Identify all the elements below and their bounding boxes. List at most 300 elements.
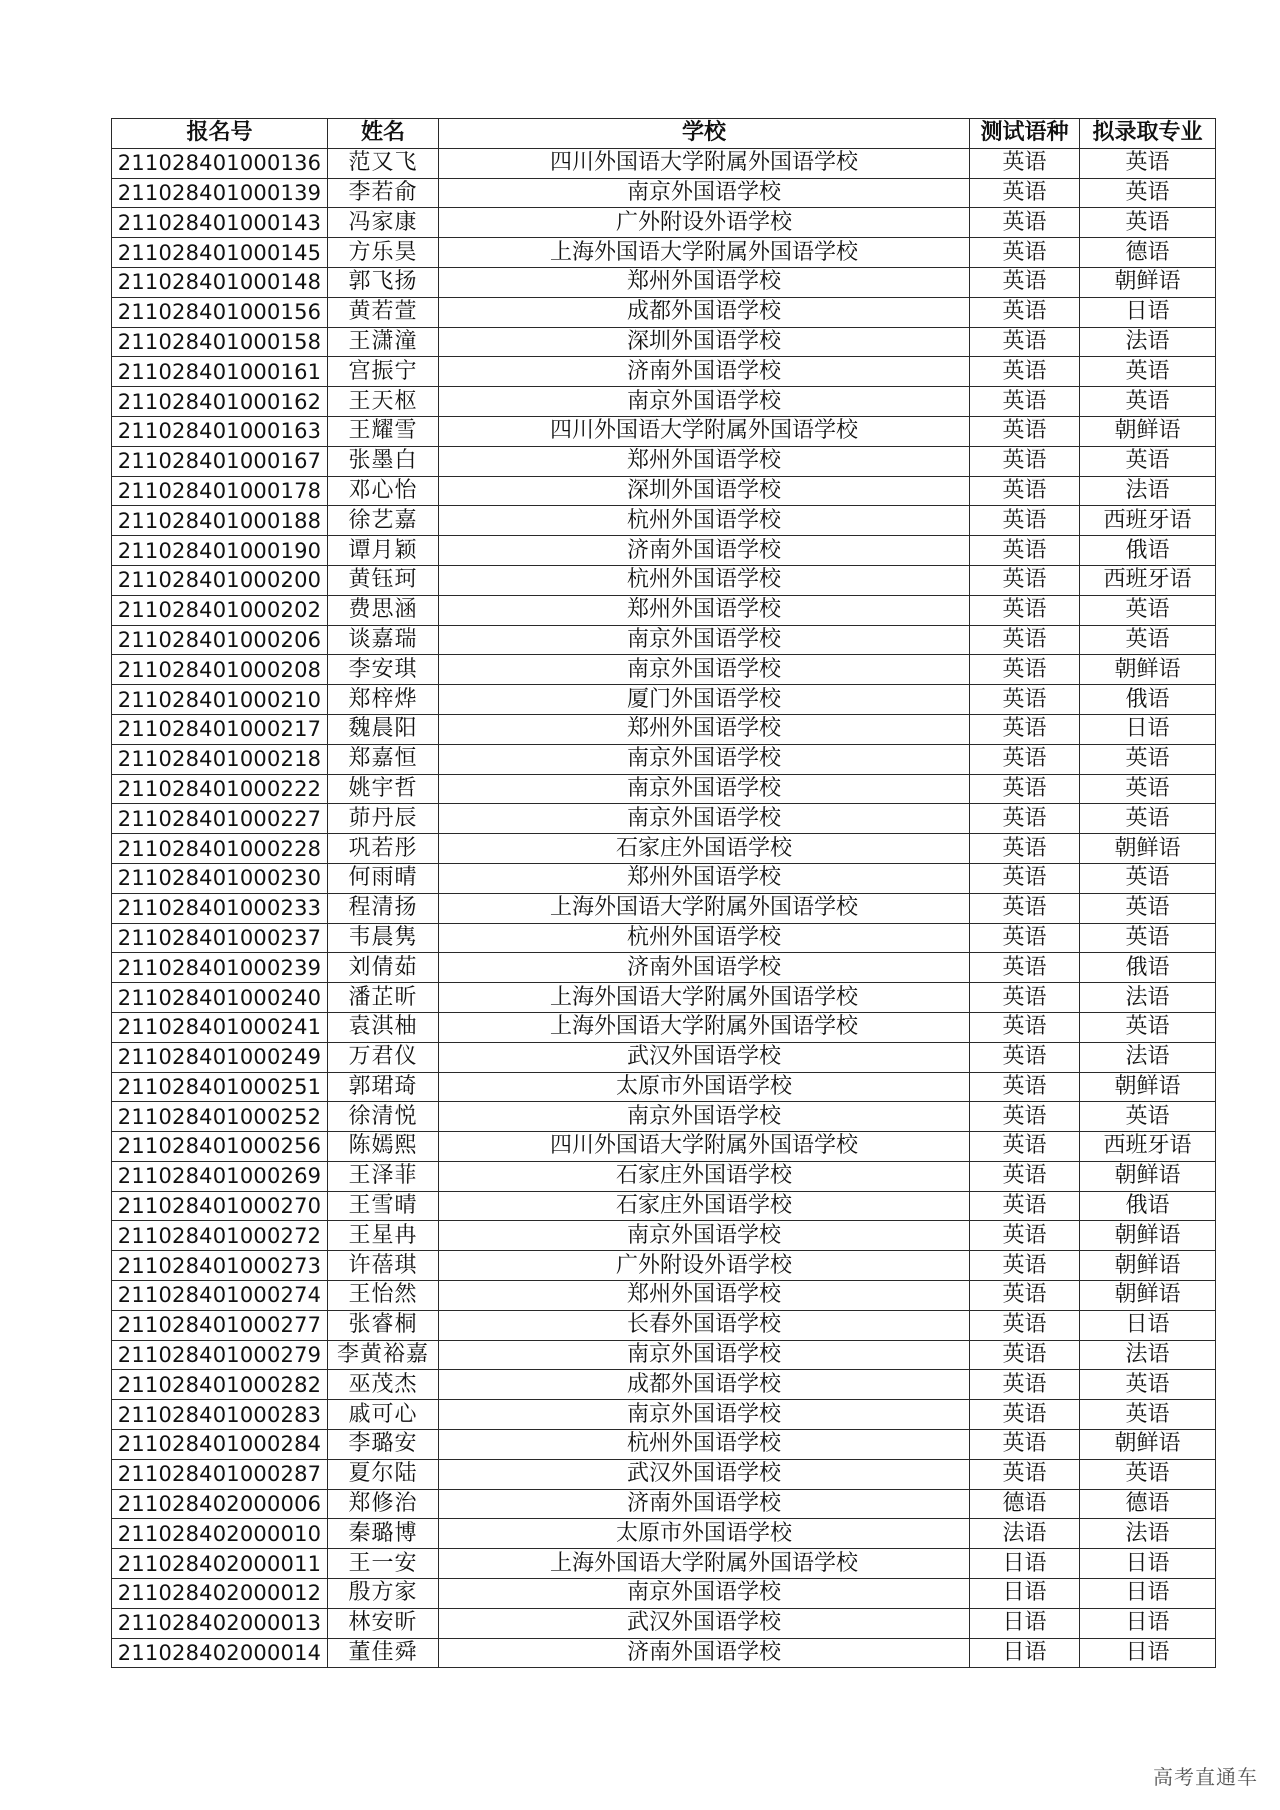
cell-name: 王天枢 (328, 387, 439, 417)
cell-proposed-major: 英语 (1080, 863, 1216, 893)
cell-proposed-major: 朝鲜语 (1080, 1430, 1216, 1460)
cell-registration-number: 211028401000251 (112, 1072, 328, 1102)
cell-registration-number: 211028401000217 (112, 714, 328, 744)
cell-proposed-major: 德语 (1080, 238, 1216, 268)
cell-proposed-major: 英语 (1080, 357, 1216, 387)
table-row (112, 834, 1216, 864)
cell-registration-number: 211028401000162 (112, 387, 328, 417)
cell-name: 王雪晴 (328, 1191, 439, 1221)
cell-registration-number: 211028401000269 (112, 1161, 328, 1191)
cell-proposed-major: 英语 (1080, 744, 1216, 774)
table-row (112, 1012, 1216, 1042)
cell-name: 李黄裕嘉 (328, 1340, 439, 1370)
cell-proposed-major: 日语 (1080, 1579, 1216, 1609)
cell-school: 南京外国语学校 (439, 655, 970, 685)
cell-name: 王怡然 (328, 1281, 439, 1311)
cell-name: 张墨白 (328, 446, 439, 476)
cell-proposed-major: 朝鲜语 (1080, 416, 1216, 446)
cell-registration-number: 211028401000274 (112, 1281, 328, 1311)
cell-registration-number: 211028401000222 (112, 774, 328, 804)
table-row (112, 267, 1216, 297)
cell-test-language: 英语 (970, 983, 1080, 1013)
table-row (112, 1608, 1216, 1638)
cell-registration-number: 211028401000156 (112, 297, 328, 327)
table-row (112, 387, 1216, 417)
cell-proposed-major: 日语 (1080, 1638, 1216, 1668)
cell-name: 费思涵 (328, 595, 439, 625)
cell-test-language: 英语 (970, 178, 1080, 208)
table-row (112, 655, 1216, 685)
cell-name: 何雨晴 (328, 863, 439, 893)
cell-registration-number: 211028401000136 (112, 148, 328, 178)
cell-school: 上海外国语大学附属外国语学校 (439, 1012, 970, 1042)
cell-name: 程清扬 (328, 893, 439, 923)
cell-test-language: 日语 (970, 1638, 1080, 1668)
cell-school: 深圳外国语学校 (439, 476, 970, 506)
cell-proposed-major: 英语 (1080, 774, 1216, 804)
cell-name: 徐清悦 (328, 1102, 439, 1132)
cell-name: 王耀雪 (328, 416, 439, 446)
cell-proposed-major: 法语 (1080, 1340, 1216, 1370)
cell-test-language: 英语 (970, 297, 1080, 327)
cell-school: 武汉外国语学校 (439, 1459, 970, 1489)
table-row (112, 357, 1216, 387)
cell-name: 刘倩茹 (328, 953, 439, 983)
table-row (112, 476, 1216, 506)
table-row (112, 804, 1216, 834)
cell-test-language: 英语 (970, 506, 1080, 536)
table-row (112, 983, 1216, 1013)
cell-name: 邓心怡 (328, 476, 439, 506)
cell-proposed-major: 朝鲜语 (1080, 1072, 1216, 1102)
cell-proposed-major: 日语 (1080, 1310, 1216, 1340)
cell-name: 谈嘉瑞 (328, 625, 439, 655)
table-row (112, 1459, 1216, 1489)
cell-school: 南京外国语学校 (439, 774, 970, 804)
cell-registration-number: 211028401000167 (112, 446, 328, 476)
table-row (112, 1400, 1216, 1430)
table-row (112, 595, 1216, 625)
cell-school: 济南外国语学校 (439, 1638, 970, 1668)
watermark-text: 高考直通车 (1153, 1765, 1258, 1789)
cell-proposed-major: 法语 (1080, 1519, 1216, 1549)
cell-name: 夏尔陆 (328, 1459, 439, 1489)
cell-proposed-major: 英语 (1080, 1012, 1216, 1042)
cell-test-language: 日语 (970, 1579, 1080, 1609)
cell-proposed-major: 朝鲜语 (1080, 655, 1216, 685)
table-row (112, 1132, 1216, 1162)
cell-school: 郑州外国语学校 (439, 446, 970, 476)
cell-registration-number: 211028402000013 (112, 1608, 328, 1638)
cell-test-language: 英语 (970, 1459, 1080, 1489)
cell-registration-number: 211028401000272 (112, 1221, 328, 1251)
cell-school: 杭州外国语学校 (439, 506, 970, 536)
cell-proposed-major: 英语 (1080, 208, 1216, 238)
cell-school: 上海外国语大学附属外国语学校 (439, 1549, 970, 1579)
table-row (112, 1102, 1216, 1132)
cell-school: 上海外国语大学附属外国语学校 (439, 983, 970, 1013)
cell-test-language: 英语 (970, 238, 1080, 268)
cell-test-language: 英语 (970, 476, 1080, 506)
cell-test-language: 法语 (970, 1519, 1080, 1549)
cell-school: 济南外国语学校 (439, 357, 970, 387)
cell-proposed-major: 德语 (1080, 1489, 1216, 1519)
cell-registration-number: 211028401000241 (112, 1012, 328, 1042)
cell-school: 杭州外国语学校 (439, 923, 970, 953)
cell-registration-number: 211028401000277 (112, 1310, 328, 1340)
cell-school: 南京外国语学校 (439, 1400, 970, 1430)
table-row (112, 1310, 1216, 1340)
cell-test-language: 英语 (970, 1191, 1080, 1221)
cell-school: 济南外国语学校 (439, 536, 970, 566)
cell-test-language: 日语 (970, 1608, 1080, 1638)
cell-name: 王泽菲 (328, 1161, 439, 1191)
cell-registration-number: 211028401000139 (112, 178, 328, 208)
cell-proposed-major: 朝鲜语 (1080, 1281, 1216, 1311)
cell-registration-number: 211028401000202 (112, 595, 328, 625)
cell-school: 南京外国语学校 (439, 744, 970, 774)
cell-proposed-major: 法语 (1080, 1042, 1216, 1072)
cell-school: 成都外国语学校 (439, 1370, 970, 1400)
table-row (112, 863, 1216, 893)
table-row (112, 238, 1216, 268)
cell-proposed-major: 俄语 (1080, 1191, 1216, 1221)
cell-school: 长春外国语学校 (439, 1310, 970, 1340)
cell-test-language: 英语 (970, 1072, 1080, 1102)
cell-registration-number: 211028401000239 (112, 953, 328, 983)
cell-school: 南京外国语学校 (439, 1340, 970, 1370)
table-row (112, 774, 1216, 804)
cell-test-language: 德语 (970, 1489, 1080, 1519)
cell-school: 上海外国语大学附属外国语学校 (439, 238, 970, 268)
cell-school: 济南外国语学校 (439, 953, 970, 983)
cell-registration-number: 211028401000143 (112, 208, 328, 238)
cell-school: 太原市外国语学校 (439, 1519, 970, 1549)
cell-test-language: 英语 (970, 1161, 1080, 1191)
table-row (112, 1579, 1216, 1609)
table-row (112, 953, 1216, 983)
cell-test-language: 英语 (970, 595, 1080, 625)
table-body (112, 148, 1216, 1668)
table-row (112, 536, 1216, 566)
cell-school: 石家庄外国语学校 (439, 834, 970, 864)
cell-test-language: 英语 (970, 774, 1080, 804)
cell-registration-number: 211028401000283 (112, 1400, 328, 1430)
table-row (112, 1161, 1216, 1191)
cell-name: 冯家康 (328, 208, 439, 238)
cell-school: 四川外国语大学附属外国语学校 (439, 148, 970, 178)
cell-name: 郭飞扬 (328, 267, 439, 297)
table-row (112, 1638, 1216, 1668)
cell-test-language: 英语 (970, 744, 1080, 774)
cell-name: 徐艺嘉 (328, 506, 439, 536)
cell-name: 黄钰珂 (328, 565, 439, 595)
table-row (112, 1489, 1216, 1519)
cell-registration-number: 211028401000256 (112, 1132, 328, 1162)
cell-name: 潘芷昕 (328, 983, 439, 1013)
cell-proposed-major: 俄语 (1080, 536, 1216, 566)
cell-name: 袁淇柚 (328, 1012, 439, 1042)
cell-test-language: 英语 (970, 1370, 1080, 1400)
table-row (112, 327, 1216, 357)
cell-proposed-major: 英语 (1080, 893, 1216, 923)
table-row (112, 1191, 1216, 1221)
cell-school: 四川外国语大学附属外国语学校 (439, 416, 970, 446)
cell-registration-number: 211028402000011 (112, 1549, 328, 1579)
cell-test-language: 英语 (970, 1310, 1080, 1340)
table-row (112, 1370, 1216, 1400)
table-row (112, 1042, 1216, 1072)
cell-registration-number: 211028401000228 (112, 834, 328, 864)
cell-registration-number: 211028401000200 (112, 565, 328, 595)
cell-name: 李璐安 (328, 1430, 439, 1460)
cell-registration-number: 211028401000158 (112, 327, 328, 357)
cell-test-language: 英语 (970, 267, 1080, 297)
cell-test-language: 英语 (970, 1221, 1080, 1251)
admission-table (111, 118, 1216, 1668)
cell-school: 南京外国语学校 (439, 1579, 970, 1609)
table-row (112, 744, 1216, 774)
cell-proposed-major: 朝鲜语 (1080, 267, 1216, 297)
cell-name: 董佳舜 (328, 1638, 439, 1668)
cell-proposed-major: 英语 (1080, 1400, 1216, 1430)
table-header-row (112, 119, 1216, 149)
cell-registration-number: 211028401000284 (112, 1430, 328, 1460)
cell-test-language: 英语 (970, 1012, 1080, 1042)
header-test-language: 测试语种 (970, 119, 1080, 149)
cell-name: 张睿桐 (328, 1310, 439, 1340)
cell-name: 陈嫣熙 (328, 1132, 439, 1162)
table-row (112, 1281, 1216, 1311)
cell-proposed-major: 英语 (1080, 1459, 1216, 1489)
cell-name: 秦璐博 (328, 1519, 439, 1549)
cell-school: 郑州外国语学校 (439, 267, 970, 297)
cell-proposed-major: 英语 (1080, 1370, 1216, 1400)
cell-proposed-major: 西班牙语 (1080, 506, 1216, 536)
cell-school: 郑州外国语学校 (439, 595, 970, 625)
cell-school: 上海外国语大学附属外国语学校 (439, 893, 970, 923)
cell-proposed-major: 朝鲜语 (1080, 1251, 1216, 1281)
cell-registration-number: 211028401000206 (112, 625, 328, 655)
cell-name: 巩若彤 (328, 834, 439, 864)
cell-test-language: 英语 (970, 148, 1080, 178)
header-registration-number: 报名号 (112, 119, 328, 149)
cell-name: 戚可心 (328, 1400, 439, 1430)
cell-school: 南京外国语学校 (439, 804, 970, 834)
cell-test-language: 英语 (970, 1132, 1080, 1162)
table-row (112, 923, 1216, 953)
cell-school: 石家庄外国语学校 (439, 1191, 970, 1221)
cell-test-language: 英语 (970, 625, 1080, 655)
cell-registration-number: 211028401000227 (112, 804, 328, 834)
cell-school: 石家庄外国语学校 (439, 1161, 970, 1191)
cell-test-language: 英语 (970, 1400, 1080, 1430)
table-row (112, 416, 1216, 446)
cell-school: 杭州外国语学校 (439, 1430, 970, 1460)
cell-registration-number: 211028401000249 (112, 1042, 328, 1072)
table-row (112, 178, 1216, 208)
cell-school: 济南外国语学校 (439, 1489, 970, 1519)
cell-registration-number: 211028401000279 (112, 1340, 328, 1370)
cell-proposed-major: 日语 (1080, 1608, 1216, 1638)
cell-name: 王一安 (328, 1549, 439, 1579)
table-row (112, 625, 1216, 655)
cell-proposed-major: 英语 (1080, 625, 1216, 655)
table-row (112, 297, 1216, 327)
cell-test-language: 英语 (970, 387, 1080, 417)
cell-school: 成都外国语学校 (439, 297, 970, 327)
cell-proposed-major: 日语 (1080, 297, 1216, 327)
cell-test-language: 英语 (970, 1251, 1080, 1281)
table-row (112, 1072, 1216, 1102)
cell-school: 南京外国语学校 (439, 1221, 970, 1251)
cell-test-language: 英语 (970, 685, 1080, 715)
cell-proposed-major: 西班牙语 (1080, 565, 1216, 595)
cell-school: 广外附设外语学校 (439, 1251, 970, 1281)
cell-proposed-major: 英语 (1080, 923, 1216, 953)
cell-name: 茆丹辰 (328, 804, 439, 834)
cell-name: 殷方家 (328, 1579, 439, 1609)
cell-registration-number: 211028401000190 (112, 536, 328, 566)
cell-name: 林安昕 (328, 1608, 439, 1638)
cell-name: 方乐昊 (328, 238, 439, 268)
header-proposed-major: 拟录取专业 (1080, 119, 1216, 149)
cell-registration-number: 211028401000230 (112, 863, 328, 893)
cell-registration-number: 211028401000252 (112, 1102, 328, 1132)
cell-registration-number: 211028401000208 (112, 655, 328, 685)
cell-school: 南京外国语学校 (439, 625, 970, 655)
cell-school: 郑州外国语学校 (439, 714, 970, 744)
cell-registration-number: 211028401000178 (112, 476, 328, 506)
cell-test-language: 英语 (970, 327, 1080, 357)
cell-school: 广外附设外语学校 (439, 208, 970, 238)
cell-registration-number: 211028401000233 (112, 893, 328, 923)
cell-test-language: 英语 (970, 565, 1080, 595)
cell-test-language: 英语 (970, 714, 1080, 744)
table-row (112, 1519, 1216, 1549)
cell-test-language: 英语 (970, 1340, 1080, 1370)
cell-proposed-major: 英语 (1080, 1102, 1216, 1132)
cell-test-language: 英语 (970, 446, 1080, 476)
table-row (112, 148, 1216, 178)
cell-test-language: 英语 (970, 804, 1080, 834)
cell-registration-number: 211028401000218 (112, 744, 328, 774)
cell-school: 杭州外国语学校 (439, 565, 970, 595)
cell-proposed-major: 朝鲜语 (1080, 1161, 1216, 1191)
cell-registration-number: 211028401000287 (112, 1459, 328, 1489)
cell-name: 魏晨阳 (328, 714, 439, 744)
cell-proposed-major: 西班牙语 (1080, 1132, 1216, 1162)
cell-test-language: 英语 (970, 1102, 1080, 1132)
table-row (112, 565, 1216, 595)
cell-registration-number: 211028401000282 (112, 1370, 328, 1400)
table-row (112, 1430, 1216, 1460)
cell-test-language: 英语 (970, 357, 1080, 387)
cell-name: 姚宇哲 (328, 774, 439, 804)
cell-test-language: 英语 (970, 655, 1080, 685)
cell-proposed-major: 英语 (1080, 446, 1216, 476)
table-row (112, 1340, 1216, 1370)
table-row (112, 685, 1216, 715)
table-row (112, 1549, 1216, 1579)
cell-test-language: 英语 (970, 834, 1080, 864)
cell-school: 南京外国语学校 (439, 387, 970, 417)
table-row (112, 208, 1216, 238)
cell-name: 巫茂杰 (328, 1370, 439, 1400)
cell-registration-number: 211028401000145 (112, 238, 328, 268)
cell-registration-number: 211028402000012 (112, 1579, 328, 1609)
table-row (112, 714, 1216, 744)
cell-name: 宫振宁 (328, 357, 439, 387)
cell-school: 南京外国语学校 (439, 1102, 970, 1132)
cell-registration-number: 211028401000210 (112, 685, 328, 715)
cell-registration-number: 211028401000240 (112, 983, 328, 1013)
cell-proposed-major: 英语 (1080, 804, 1216, 834)
cell-registration-number: 211028401000163 (112, 416, 328, 446)
cell-registration-number: 211028401000161 (112, 357, 328, 387)
cell-name: 谭月颖 (328, 536, 439, 566)
cell-test-language: 英语 (970, 923, 1080, 953)
cell-test-language: 英语 (970, 536, 1080, 566)
cell-name: 郑梓烨 (328, 685, 439, 715)
cell-name: 范又飞 (328, 148, 439, 178)
cell-test-language: 英语 (970, 416, 1080, 446)
cell-school: 南京外国语学校 (439, 178, 970, 208)
cell-registration-number: 211028401000237 (112, 923, 328, 953)
cell-name: 王星冉 (328, 1221, 439, 1251)
cell-proposed-major: 英语 (1080, 595, 1216, 625)
cell-registration-number: 211028401000273 (112, 1251, 328, 1281)
table-row (112, 1221, 1216, 1251)
cell-name: 韦晨隽 (328, 923, 439, 953)
cell-name: 王潇潼 (328, 327, 439, 357)
cell-proposed-major: 日语 (1080, 714, 1216, 744)
cell-proposed-major: 日语 (1080, 1549, 1216, 1579)
cell-proposed-major: 法语 (1080, 476, 1216, 506)
cell-registration-number: 211028401000188 (112, 506, 328, 536)
table-row (112, 1251, 1216, 1281)
cell-school: 太原市外国语学校 (439, 1072, 970, 1102)
table-row (112, 893, 1216, 923)
cell-registration-number: 211028401000148 (112, 267, 328, 297)
cell-school: 厦门外国语学校 (439, 685, 970, 715)
table-row (112, 506, 1216, 536)
header-name: 姓名 (328, 119, 439, 149)
cell-test-language: 英语 (970, 863, 1080, 893)
cell-test-language: 英语 (970, 893, 1080, 923)
table-row (112, 446, 1216, 476)
cell-name: 郑嘉恒 (328, 744, 439, 774)
cell-proposed-major: 英语 (1080, 387, 1216, 417)
cell-name: 李若俞 (328, 178, 439, 208)
cell-proposed-major: 朝鲜语 (1080, 1221, 1216, 1251)
cell-name: 黄若萱 (328, 297, 439, 327)
cell-registration-number: 211028402000006 (112, 1489, 328, 1519)
cell-name: 郭珺琦 (328, 1072, 439, 1102)
cell-proposed-major: 俄语 (1080, 953, 1216, 983)
cell-proposed-major: 俄语 (1080, 685, 1216, 715)
cell-school: 四川外国语大学附属外国语学校 (439, 1132, 970, 1162)
cell-name: 郑修治 (328, 1489, 439, 1519)
cell-test-language: 英语 (970, 1430, 1080, 1460)
header-school: 学校 (439, 119, 970, 149)
cell-registration-number: 211028402000010 (112, 1519, 328, 1549)
cell-school: 郑州外国语学校 (439, 863, 970, 893)
cell-school: 武汉外国语学校 (439, 1042, 970, 1072)
cell-proposed-major: 英语 (1080, 178, 1216, 208)
cell-school: 郑州外国语学校 (439, 1281, 970, 1311)
cell-proposed-major: 朝鲜语 (1080, 834, 1216, 864)
